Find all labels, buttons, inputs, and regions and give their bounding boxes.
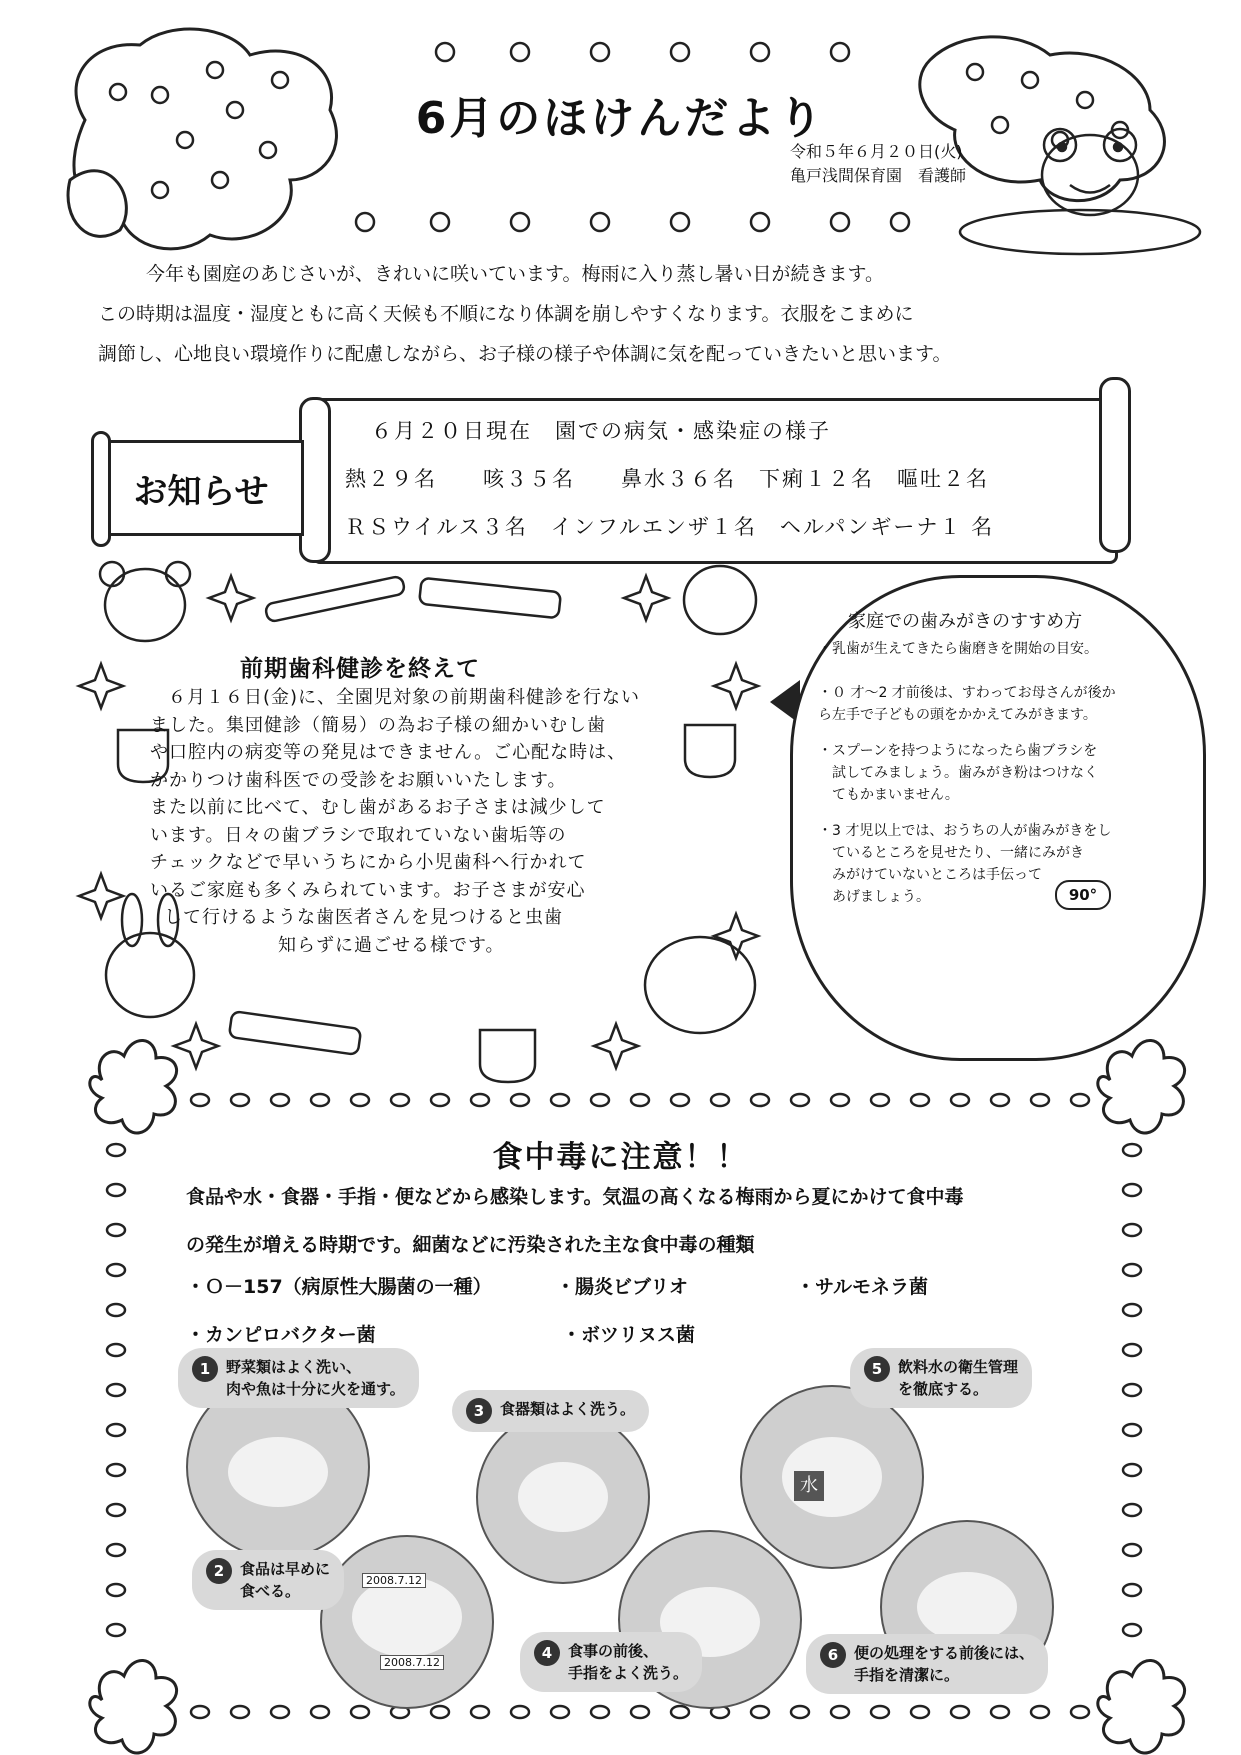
brushing-line: ているところを見せたり、一緒にみがき (818, 845, 1084, 861)
tip-5 (850, 1348, 1032, 1408)
border-dot (107, 1424, 125, 1436)
brushing-item (818, 638, 1168, 660)
border-dot (1031, 1706, 1049, 1718)
germ-item: ・カンピロバクター菌 (186, 1324, 376, 1346)
food-text (186, 1173, 1106, 1269)
scroll-curl-right (1099, 377, 1131, 553)
tip-text: 食事の前後、 (568, 1642, 659, 1660)
border-dot (351, 1094, 369, 1106)
food-line: の発生が増える時期です。細菌などに汚染された主な食中毒の種類 (186, 1234, 755, 1256)
border-dot (551, 1706, 569, 1718)
border-dot (107, 1584, 125, 1596)
dental-line: かかりつけ歯科医での受診をお願いいたします。 (150, 769, 567, 791)
border-dot (871, 1706, 889, 1718)
tip-text: 食品は早めに (240, 1560, 331, 1578)
tip-number: 4 (534, 1640, 560, 1666)
border-dot (671, 1706, 689, 1718)
tip-text: 飲料水の衛生管理 (898, 1358, 1019, 1376)
brushing-line: ・スプーンを持つようになったら歯ブラシを (818, 743, 1098, 759)
border-dot (107, 1384, 125, 1396)
border-dot (751, 1706, 769, 1718)
tip-text: 手指をよく洗う。 (568, 1664, 689, 1682)
border-dot (591, 1706, 609, 1718)
brushing-item (818, 820, 1168, 908)
border-dot (107, 1624, 125, 1636)
border-dot (271, 1706, 289, 1718)
brushing-title: 家庭での歯みがきのすすめ方 (848, 611, 1083, 632)
dental-line: 知らずに過ごせる様です。 (278, 934, 505, 956)
tip-3 (452, 1390, 649, 1432)
food-line: 食品や水・食器・手指・便などから感染します。気温の高くなる梅雨から夏にかけて食中毒 (186, 1186, 964, 1208)
tip-number: 2 (206, 1558, 232, 1584)
border-dot (671, 1094, 689, 1106)
issue-author: 亀戸浅間保育園 看護師 (790, 166, 967, 185)
border-dot (951, 1706, 969, 1718)
brushing-line: てもかまいません。 (818, 787, 959, 803)
illustration-drinking-water (740, 1385, 924, 1569)
brushing-line: あげましょう。 (818, 889, 930, 905)
brushing-list (818, 638, 1168, 922)
border-dot (1123, 1584, 1141, 1596)
border-dot (1123, 1424, 1141, 1436)
intro-line: 調節し、心地良い環境作りに配慮しながら、お子様の様子や体調に気を配っていきたいと思います。 (98, 343, 952, 365)
border-dot (1123, 1264, 1141, 1276)
border-dot (107, 1544, 125, 1556)
border-dot (311, 1094, 329, 1106)
notice-tag: お知らせ (98, 440, 304, 536)
notice-row-infections: ＲＳウイルス３名 インフルエンザ１名 ヘルパンギーナ１ 名 (345, 515, 995, 539)
border-dot (1123, 1624, 1141, 1636)
border-dot (751, 1094, 769, 1106)
brushing-line: 試してみましょう。歯みがき粉はつけなく (818, 765, 1098, 781)
germ-item: ・Ｏ－157（病原性大腸菌の一種） (186, 1276, 492, 1298)
border-dot (1123, 1224, 1141, 1236)
border-dot (231, 1706, 249, 1718)
border-dot (991, 1706, 1009, 1718)
border-dot (471, 1706, 489, 1718)
border-dot (711, 1094, 729, 1106)
illustration-eat-early (320, 1535, 494, 1709)
border-dot (107, 1224, 125, 1236)
border-dot (191, 1706, 209, 1718)
border-dot (471, 1094, 489, 1106)
tip-1 (178, 1348, 419, 1408)
border-dot (791, 1706, 809, 1718)
border-dot (351, 1706, 369, 1718)
border-dot (271, 1094, 289, 1106)
border-dot (1123, 1504, 1141, 1516)
border-dot (831, 1706, 849, 1718)
dental-line: ました。集団健診（簡易）の為お子様の細かいむし歯 (150, 714, 606, 736)
border-dot (631, 1706, 649, 1718)
border-dot (107, 1344, 125, 1356)
water-bottle-label: 水 (794, 1471, 824, 1501)
dental-line: ６月１６日(金)に、全園児対象の前期歯科健診を行ない (168, 687, 641, 708)
germ-item: ・ボツリヌス菌 (562, 1324, 696, 1346)
border-dot (1071, 1706, 1089, 1718)
intro-line: この時期は温度・湿度ともに高く天候も不順になり体調を崩しやすくなります。衣服をこまめに (98, 303, 914, 325)
germ-item: ・腸炎ビブリオ (556, 1276, 689, 1298)
food-title: 食中毒に注意！！ (492, 1140, 749, 1175)
tip-text: を徹底する。 (898, 1380, 989, 1398)
dental-title: 前期歯科健診を終えて (240, 656, 480, 682)
dental-line: チェックなどで早いうちにから小児歯科へ行かれて (150, 852, 587, 873)
brushing-line: みがけていないところは手伝って (818, 867, 1042, 883)
border-dot (107, 1464, 125, 1476)
dental-line: います。日々の歯ブラシで取れていない歯垢等の (150, 824, 567, 846)
tip-text: 便の処理をする前後には、 (854, 1644, 1035, 1662)
angle-badge: 90° (1055, 880, 1111, 910)
tip-text: 野菜類はよく洗い、 (226, 1358, 362, 1376)
notice-heading: ６月２０日現在 園での病気・感染症の様子 (371, 419, 831, 443)
dental-line: いるご家庭も多くみられています。お子さまが安心 (150, 879, 586, 901)
border-dot (911, 1094, 929, 1106)
dental-body (150, 684, 710, 959)
dental-line: して行けるような歯医者さんを見つけると虫歯 (164, 907, 563, 928)
border-dot (511, 1094, 529, 1106)
border-dot (911, 1706, 929, 1718)
brushing-line: ・０ 才～2 才前後は、すわってお母さんが後か (818, 685, 1116, 701)
border-dot (1123, 1184, 1141, 1196)
tip-number: 3 (466, 1398, 492, 1424)
border-dot (591, 1094, 609, 1106)
border-dot (1123, 1304, 1141, 1316)
germ-item: ・サルモネラ菌 (796, 1276, 929, 1298)
tip-number: 6 (820, 1642, 846, 1668)
issue-date: 令和５年６月２０日(火) (790, 142, 963, 161)
expiry-label: 2008.7.12 (380, 1655, 444, 1670)
tip-number: 5 (864, 1356, 890, 1382)
tip-text: 手指を清潔に。 (854, 1666, 960, 1684)
notice-scroll (312, 398, 1118, 564)
border-dot (1071, 1094, 1089, 1106)
tip-number: 1 (192, 1356, 218, 1382)
dental-line: や口腔内の病変等の発見はできません。ご心配な時は、 (150, 742, 627, 763)
tip-4 (520, 1632, 702, 1692)
page-title: 6月のほけんだより (415, 93, 826, 144)
border-dot (107, 1304, 125, 1316)
border-dot (107, 1184, 125, 1196)
border-dot (431, 1094, 449, 1106)
border-dot (1123, 1544, 1141, 1556)
border-dot (1123, 1384, 1141, 1396)
border-dot (1123, 1344, 1141, 1356)
intro-line: 今年も園庭のあじさいが、きれいに咲いています。梅雨に入り蒸し暑い日が続きます。 (146, 263, 884, 285)
border-dot (431, 1706, 449, 1718)
expiry-label: 2008.7.12 (362, 1573, 426, 1588)
intro-paragraph (98, 254, 1158, 374)
border-dot (511, 1706, 529, 1718)
illustration-wash-dishes (476, 1410, 650, 1584)
border-dot (311, 1706, 329, 1718)
dental-line: また以前に比べて、むし歯があるお子さまは減少して (150, 797, 606, 818)
brushing-line: ・乳歯が生えてきたら歯磨きを開始の目安。 (818, 641, 1098, 657)
border-dot (831, 1094, 849, 1106)
border-dot (107, 1504, 125, 1516)
border-dot (951, 1094, 969, 1106)
border-dot (391, 1094, 409, 1106)
border-dot (551, 1094, 569, 1106)
border-dot (631, 1094, 649, 1106)
border-dot (991, 1094, 1009, 1106)
border-dot (1123, 1464, 1141, 1476)
brushing-line: ・3 才児以上では、おうちの人が歯みがきをし (818, 823, 1112, 839)
tip-text: 肉や魚は十分に火を通す。 (226, 1380, 405, 1398)
border-dot (191, 1094, 209, 1106)
brushing-line: ら左手で子どもの頭をかかえてみがきます。 (818, 707, 1097, 723)
border-dot (107, 1264, 125, 1276)
border-dot (791, 1094, 809, 1106)
brushing-item (818, 740, 1168, 806)
notice-row-symptoms: 熱２９名 咳３５名 鼻水３６名 下痢１２名 嘔吐２名 (345, 467, 989, 491)
tip-text: 食べる。 (240, 1582, 301, 1600)
brushing-item (818, 682, 1168, 726)
tip-text: 食器類はよく洗う。 (500, 1400, 636, 1418)
border-dot (1031, 1094, 1049, 1106)
tip-6 (806, 1634, 1048, 1694)
border-dot (231, 1094, 249, 1106)
tip-2 (192, 1550, 344, 1610)
issue-date-block (790, 140, 966, 188)
border-dot (871, 1094, 889, 1106)
